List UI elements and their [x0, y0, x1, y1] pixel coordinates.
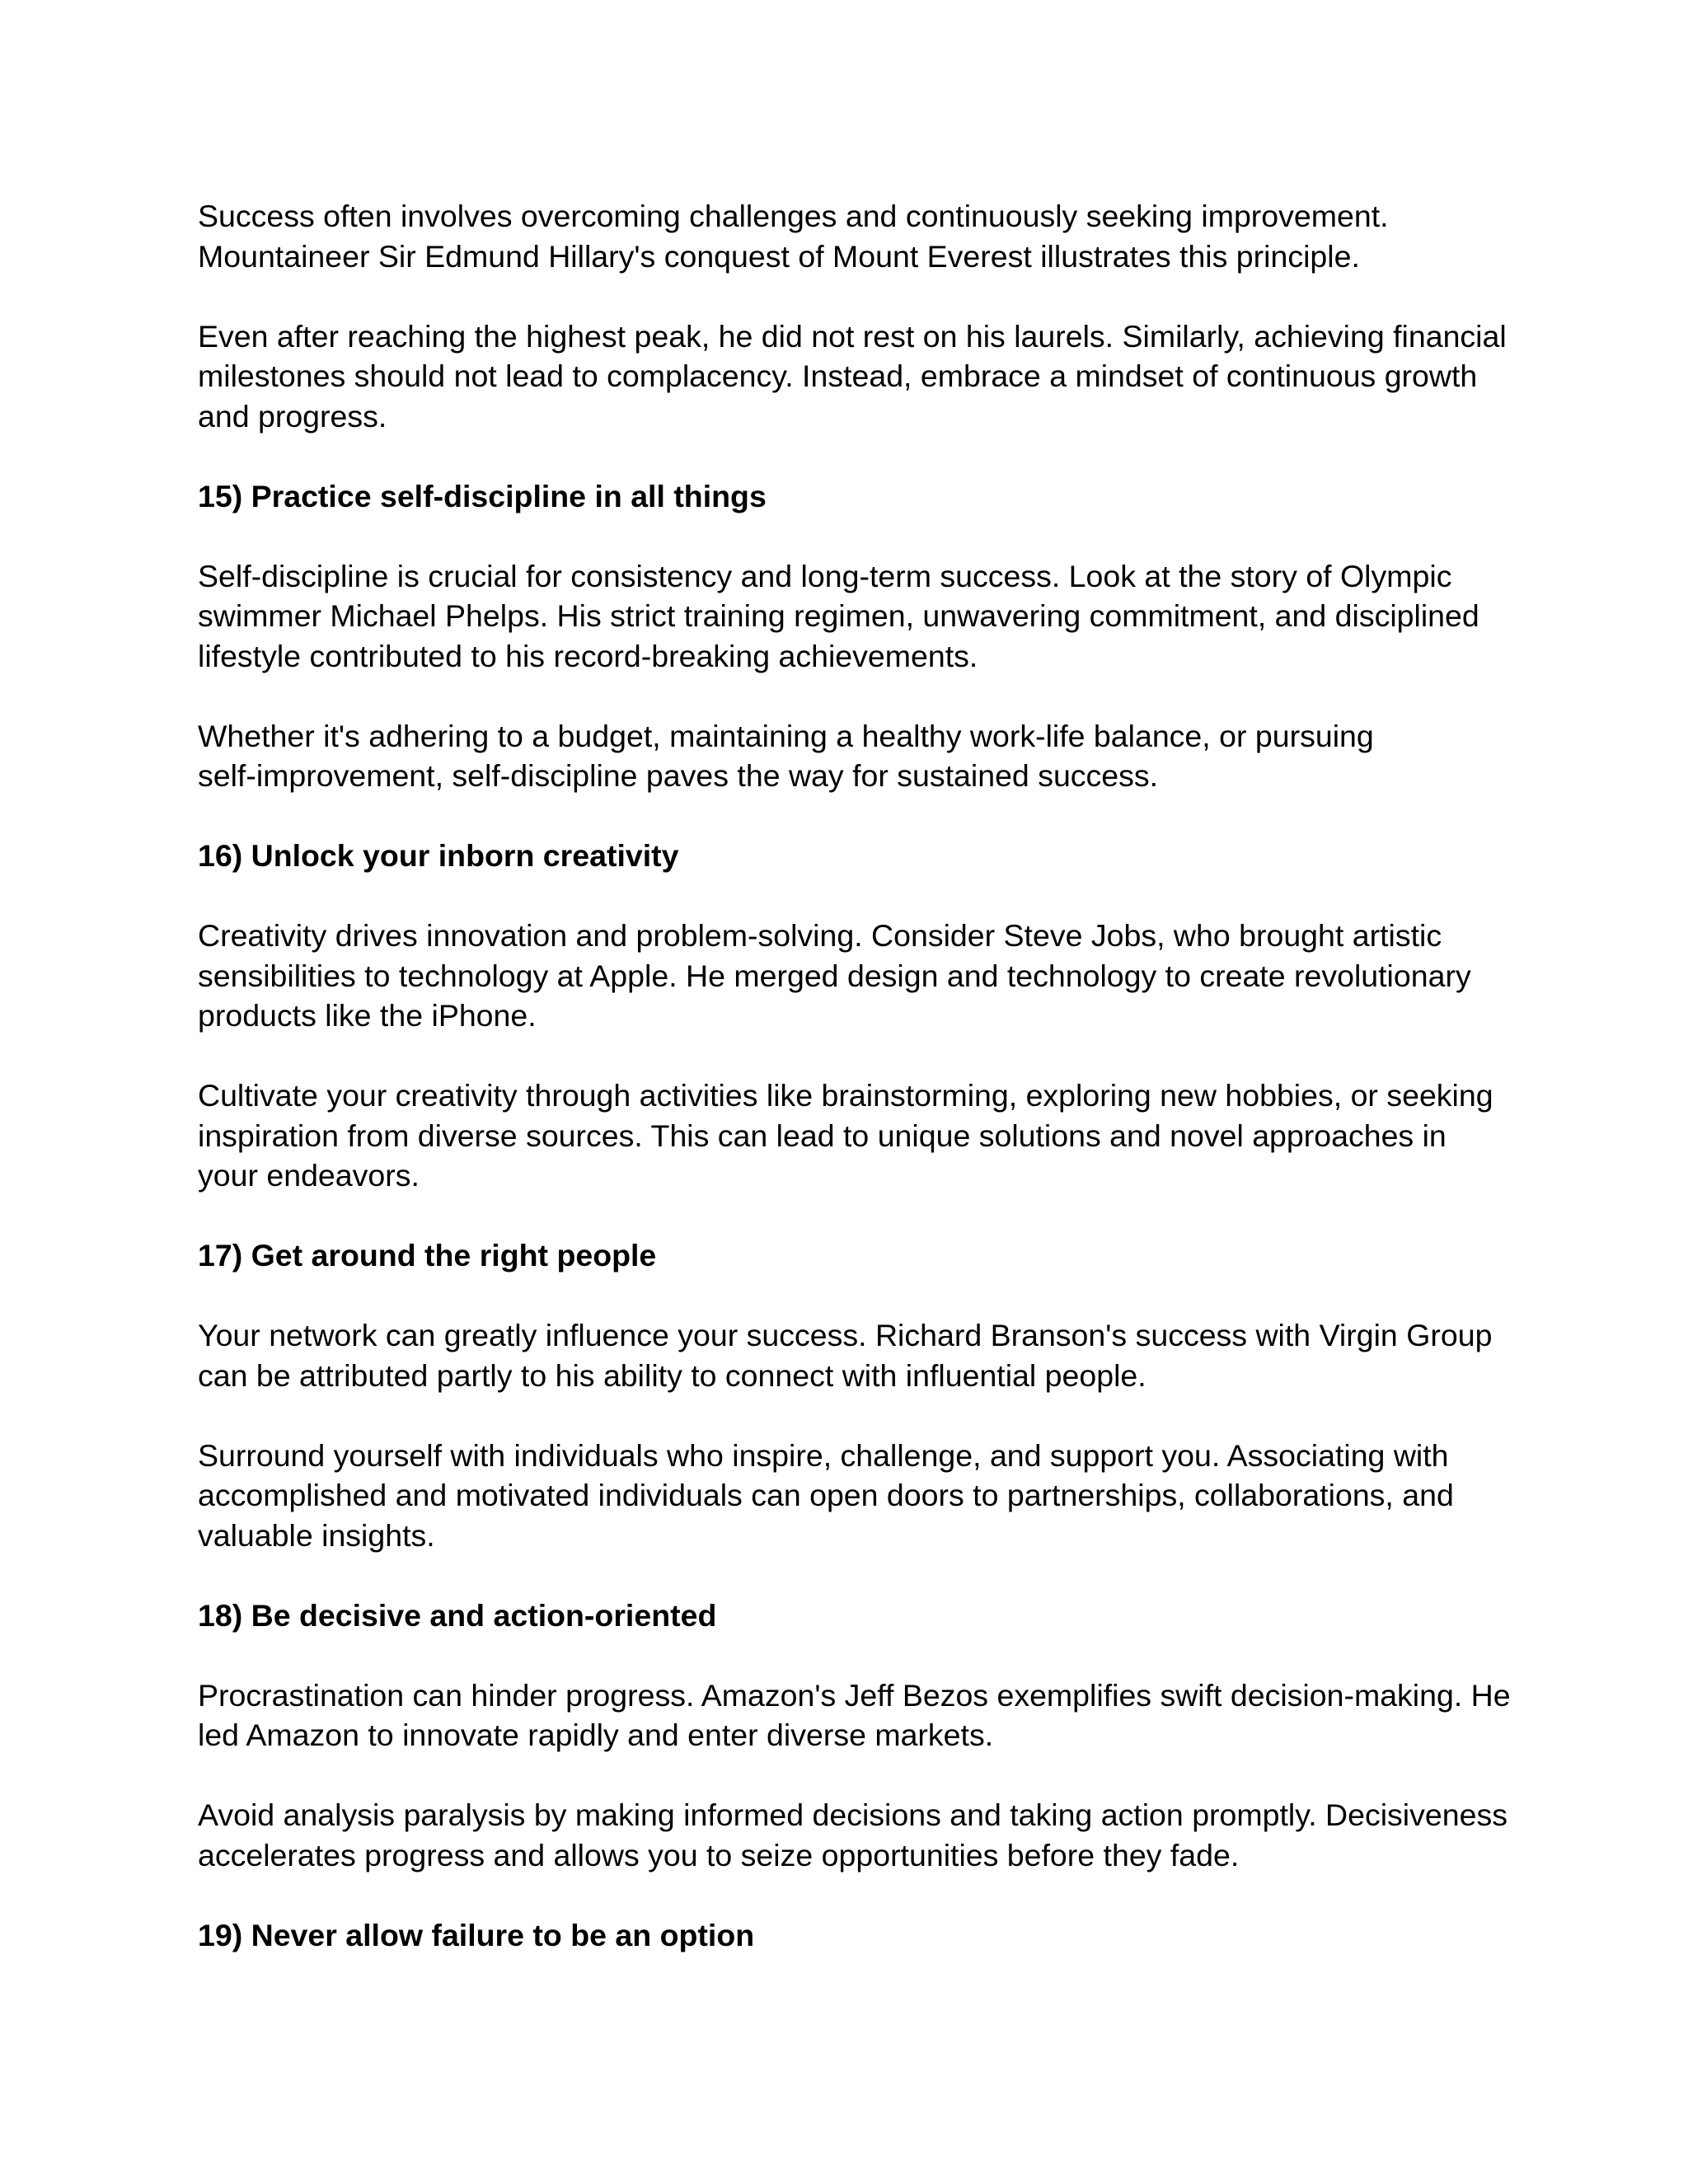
paragraph — [198, 1076, 1517, 1196]
paragraph — [198, 916, 1517, 1036]
text-line: your endeavors. — [198, 1158, 420, 1193]
text-line: self-improvement, self-discipline paves the way for sustained success. — [198, 758, 1159, 793]
paragraph — [198, 1315, 1517, 1395]
heading-text: 17) Get around the right people — [198, 1238, 657, 1272]
text-line: Cultivate your creativity through activities like brainstorming, exploring new hobbies, or seeking — [198, 1078, 1493, 1113]
text-line: lifestyle contributed to his record-breaking achievements. — [198, 638, 978, 673]
heading-text: 15) Practice self-discipline in all things — [198, 478, 767, 513]
heading-text: 18) Be decisive and action-oriented — [198, 1597, 717, 1633]
text-line: Creativity drives innovation and problem-solving. Consider Steve Jobs, who brought artistic — [198, 918, 1442, 953]
text-line: inspiration from diverse sources. This can lead to unique solutions and novel approaches in — [198, 1118, 1447, 1153]
text-line: accomplished and motivated individuals can open doors to partnerships, collaborations, and — [198, 1478, 1454, 1512]
text-line: Mountaineer Sir Edmund Hillary's conquest of Mount Everest illustrates this principle. — [198, 238, 1360, 274]
text-line: Procrastination can hinder progress. Amazon's Jeff Bezos exemplifies swift decision-making. He — [198, 1677, 1511, 1713]
section-heading — [198, 1596, 1517, 1636]
heading-text: 19) Never allow failure to be an option — [198, 1917, 755, 1952]
text-line: swimmer Michael Phelps. His strict training regimen, unwavering commitment, and disciplined — [198, 598, 1479, 633]
text-line: Your network can greatly influence your success. Richard Branson's success with Virgin Group — [198, 1318, 1493, 1352]
text-line: Self-discipline is crucial for consistency and long-term success. Look at the story of Olympic — [198, 558, 1452, 593]
paragraph — [198, 1675, 1517, 1755]
text-line: and progress. — [198, 398, 387, 434]
paragraph — [198, 1436, 1517, 1556]
paragraph — [198, 196, 1517, 276]
text-line: Even after reaching the highest peak, he did not rest on his laurels. Similarly, achieving financial — [198, 318, 1507, 354]
text-line: sensibilities to technology at Apple. He merged design and technology to create revolutionary — [198, 958, 1471, 993]
section-heading — [198, 1915, 1517, 1956]
section-heading — [198, 476, 1517, 517]
text-line: milestones should not lead to complacency. Instead, embrace a mindset of continuous growth — [198, 359, 1478, 393]
text-line: accelerates progress and allows you to seize opportunities before they fade. — [198, 1837, 1240, 1872]
paragraph — [198, 1795, 1517, 1875]
text-line: led Amazon to innovate rapidly and enter diverse markets. — [198, 1718, 994, 1752]
paragraph — [198, 556, 1517, 677]
text-line: can be attributed partly to his ability to connect with influential people. — [198, 1357, 1146, 1393]
text-line: valuable insights. — [198, 1517, 435, 1553]
heading-text: 16) Unlock your inborn creativity — [198, 838, 679, 873]
text-line: products like the iPhone. — [198, 998, 537, 1033]
text-line: Success often involves overcoming challenges and continuously seeking improvement. — [198, 199, 1389, 233]
section-heading — [198, 1235, 1517, 1276]
paragraph — [198, 316, 1517, 437]
text-line: Whether it's adhering to a budget, maintaining a healthy work-life balance, or pursuing — [198, 718, 1374, 753]
document-page — [198, 196, 1517, 1995]
paragraph — [198, 716, 1517, 796]
text-line: Surround yourself with individuals who inspire, challenge, and support you. Associating with — [198, 1437, 1449, 1473]
section-heading — [198, 836, 1517, 876]
text-line: Avoid analysis paralysis by making informed decisions and taking action promptly. Decisiveness — [198, 1797, 1507, 1832]
